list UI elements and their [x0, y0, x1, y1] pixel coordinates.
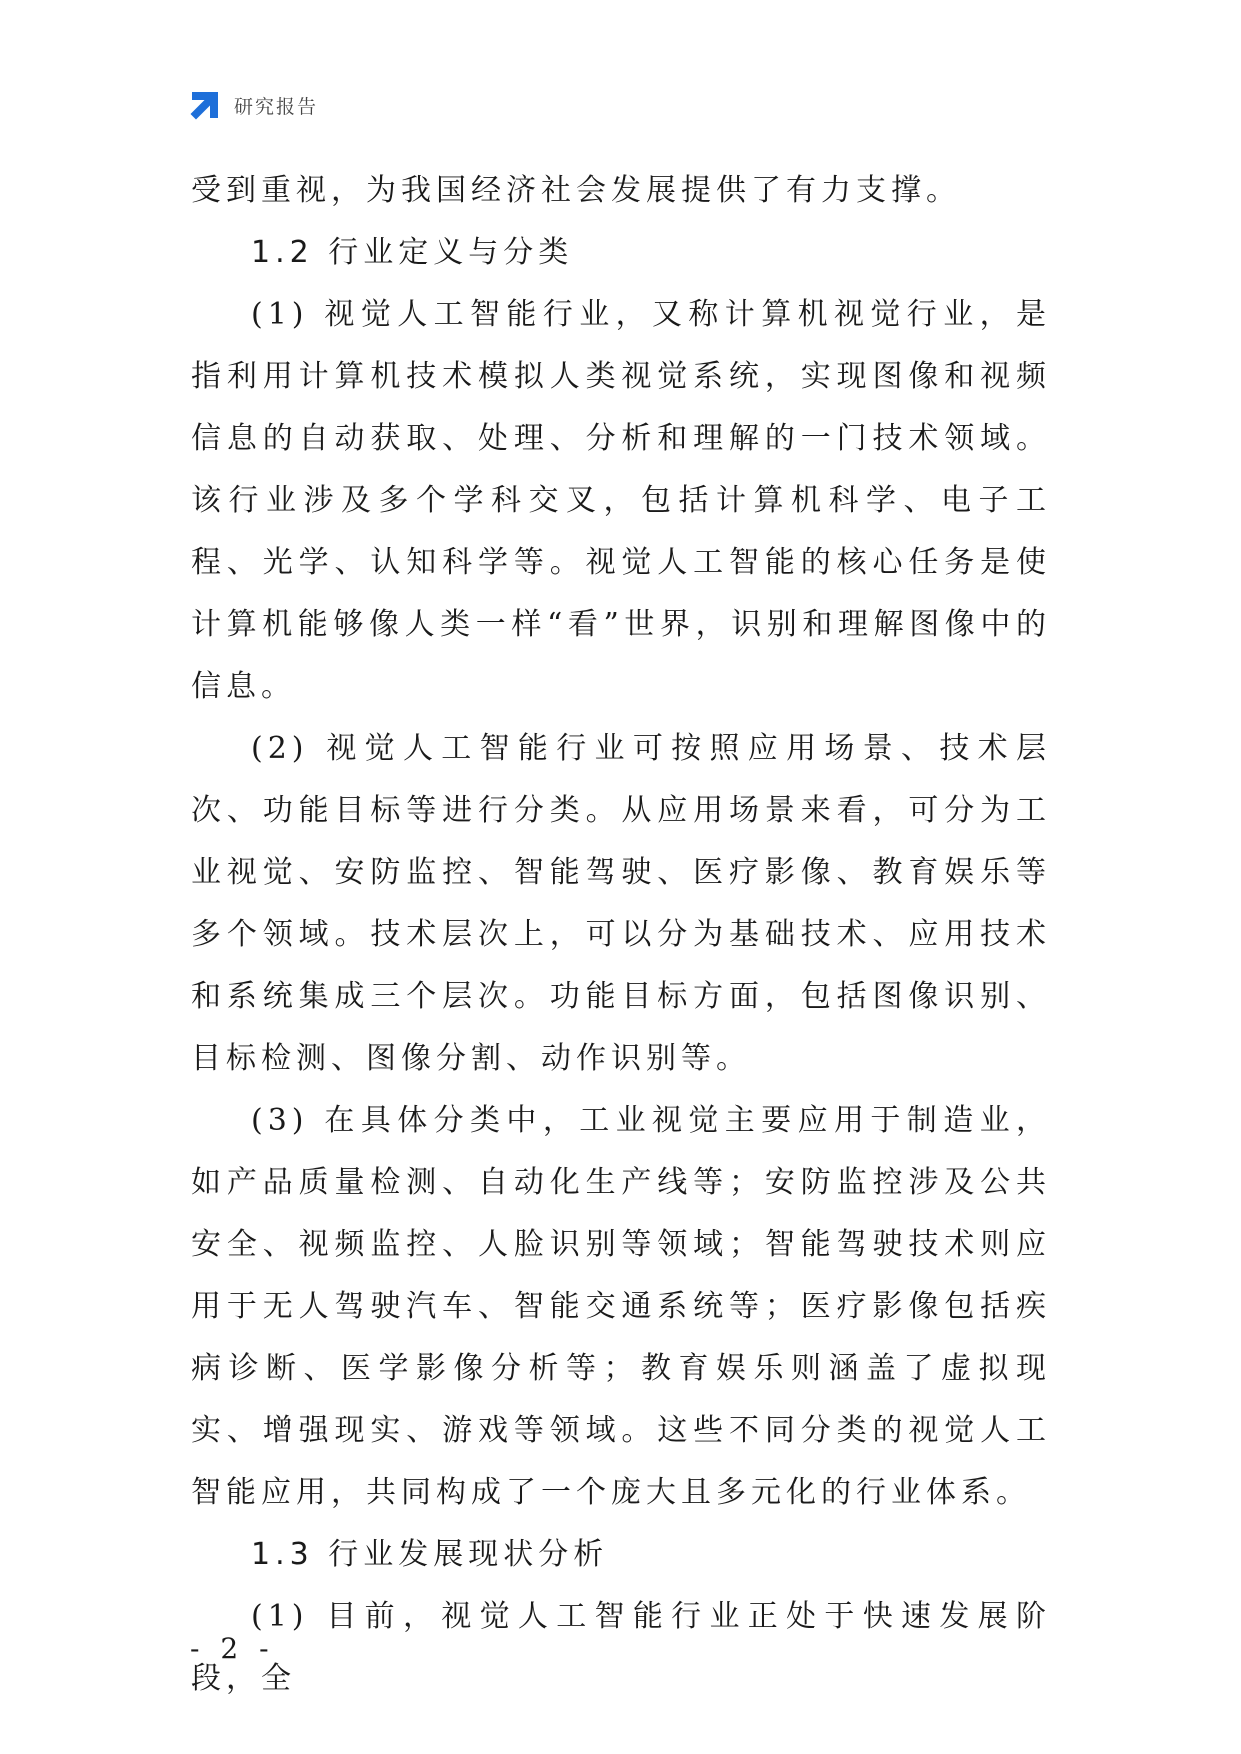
- paragraph-definition: (1) 视觉人工智能行业，又称计算机视觉行业，是指利用计算机技术模拟人类视觉系统，实现图像和视频信息的自动获取、处理、分析和理解的一门技术领域。该行业涉及多个学科交叉，包括计算机科学、电子工程、光学、认知科学等。视觉人工智能的核心任务是使计算机能够像人类一样“看”世界，识别和理解图像中的信息。: [191, 297, 1051, 704]
- section-heading-1-3: 1.3 行业发展现状分析: [251, 1537, 609, 1572]
- paragraph-specific-categories: (3) 在具体分类中，工业视觉主要应用于制造业，如产品质量检测、自动化生产线等；安防监控涉及公共安全、视频监控、人脸识别等领域；智能驾驶技术则应用于无人驾驶汽车、智能交通系统等；医疗影像包括疾病诊断、医学影像分析等；教育娱乐则涵盖了虚拟现实、增强现实、游戏等领域。这些不同分类的视觉人工智能应用，共同构成了一个庞大且多元化的行业体系。: [191, 1103, 1051, 1510]
- arrow-up-right-icon: [188, 88, 222, 122]
- header-title: 研究报告: [234, 95, 319, 118]
- page-header: [188, 88, 318, 122]
- document-body: [191, 160, 1051, 1710]
- paragraph-classification: (2) 视觉人工智能行业可按照应用场景、技术层次、功能目标等进行分类。从应用场景来看，可分为工业视觉、安防监控、智能驾驶、医疗影像、教育娱乐等多个领域。技术层次上，可以分为基础技术、应用技术和系统集成三个层次。功能目标方面，包括图像识别、目标检测、图像分割、动作识别等。: [191, 731, 1051, 1076]
- section-heading-1-2: 1.2 行业定义与分类: [251, 235, 574, 270]
- paragraph-current-status: (1) 目前，视觉人工智能行业正处于快速发展阶段，全: [191, 1599, 1051, 1696]
- page-number: - 2 -: [190, 1632, 275, 1665]
- paragraph-continuation: 受到重视，为我国经济社会发展提供了有力支撑。: [191, 173, 961, 208]
